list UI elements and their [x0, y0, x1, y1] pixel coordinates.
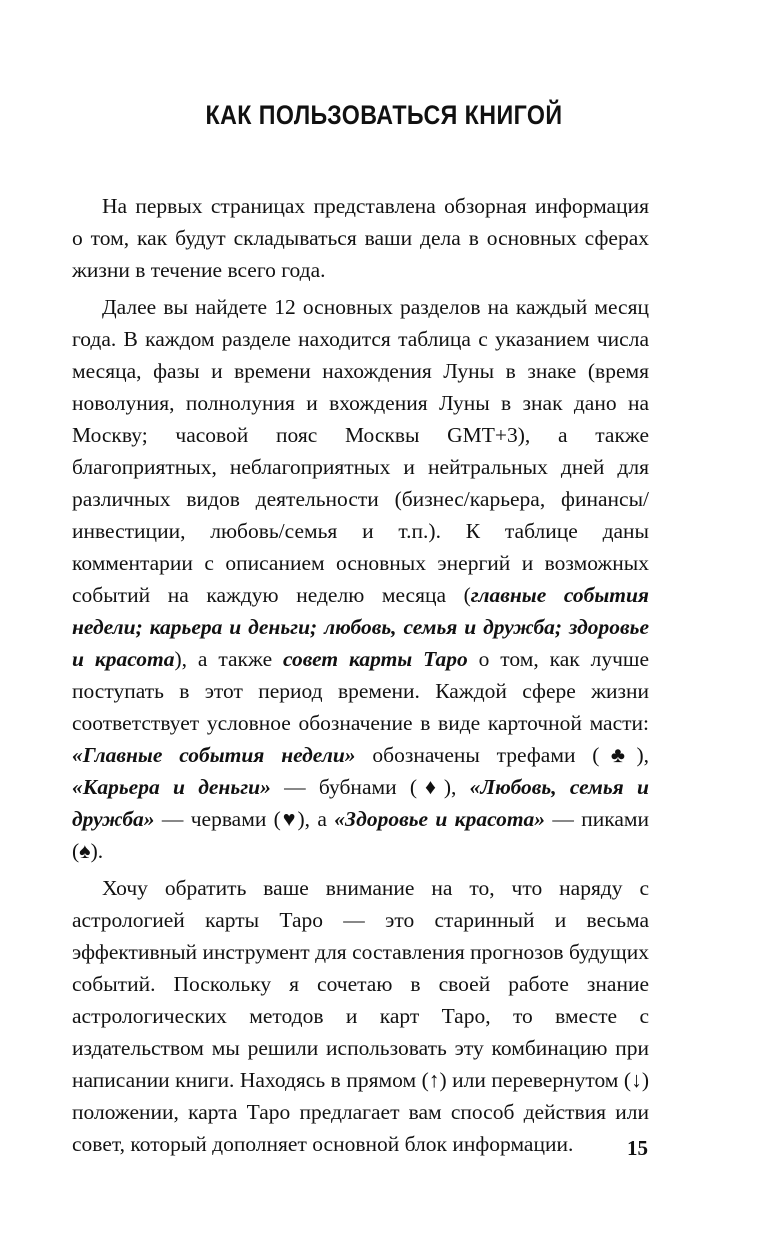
paragraph-sections — [72, 291, 649, 867]
text-run: о том, как лучше поступать в этот период времени. Каждой сфере жизни соответствует условное обозначение в виде карточной масти: — [72, 647, 649, 735]
text-run: — червами (♥), а — [154, 807, 335, 831]
emphasis-health-beauty: «Здоровье и красота» — [334, 807, 546, 831]
text-run: обозначены трефами (♣), — [355, 743, 649, 767]
page-title: КАК ПОЛЬЗОВАТЬСЯ КНИГОЙ — [205, 100, 563, 130]
text-run: Далее вы найдете 12 основных разделов на каждый месяц года. В каждом разделе находится таблица с указанием числа месяца, фазы и времени нахождения Луны в знаке (время новолуния, полнолуния и вхождения Луны в знак дано на Москву; часовой пояс Москвы GMT+3), а также благоприятных, неблагоприятных и нейтральных дней для различных видов деятельности (бизнес/карьера, финансы/инвестиции, любовь/семья и т.п.). К таблице даны комментарии с описанием основных энергий и возможных событий на каждую неделю месяца ( — [72, 295, 649, 607]
emphasis-main-events: «Главные события недели» — [72, 743, 356, 767]
emphasis-tarot-advice: совет карты Таро — [283, 647, 468, 671]
emphasis-weekly-topics: главные события недели; карьера и деньги; любовь, семья и дружба; здоровье и красота — [72, 583, 650, 671]
text-run: — пиками (♠). — [72, 807, 649, 863]
paragraph-tarot: Хочу обратить ваше внимание на то, что наряду с астрологией карты Таро — это старинный и весьма эффективный инструмент для составления прогнозов будущих событий. Поскольку я сочетаю в своей работе знание астрологических методов и карт Таро, то вместе с издательством мы решили использовать эту комбинацию при написании книги. Находясь в прямом (↑) или перевернутом (↓) положении, карта Таро предлагает вам способ действия или совет, который дополняет основной блок информации. — [72, 876, 649, 1156]
body-text — [72, 190, 649, 1165]
emphasis-career-money: «Карьера и деньги» — [72, 775, 271, 799]
emphasis-love-family: «Любовь, семья и дружба» — [72, 775, 649, 831]
text-run: ), а также — [174, 647, 284, 671]
page-number: 15 — [627, 1136, 648, 1160]
paragraph-intro: На первых страницах представлена обзорная информация о том, как будут складываться ваши дела в основных сферах жизни в течение всего года. — [72, 194, 649, 282]
text-run: — бубнами (♦), — [270, 775, 470, 799]
